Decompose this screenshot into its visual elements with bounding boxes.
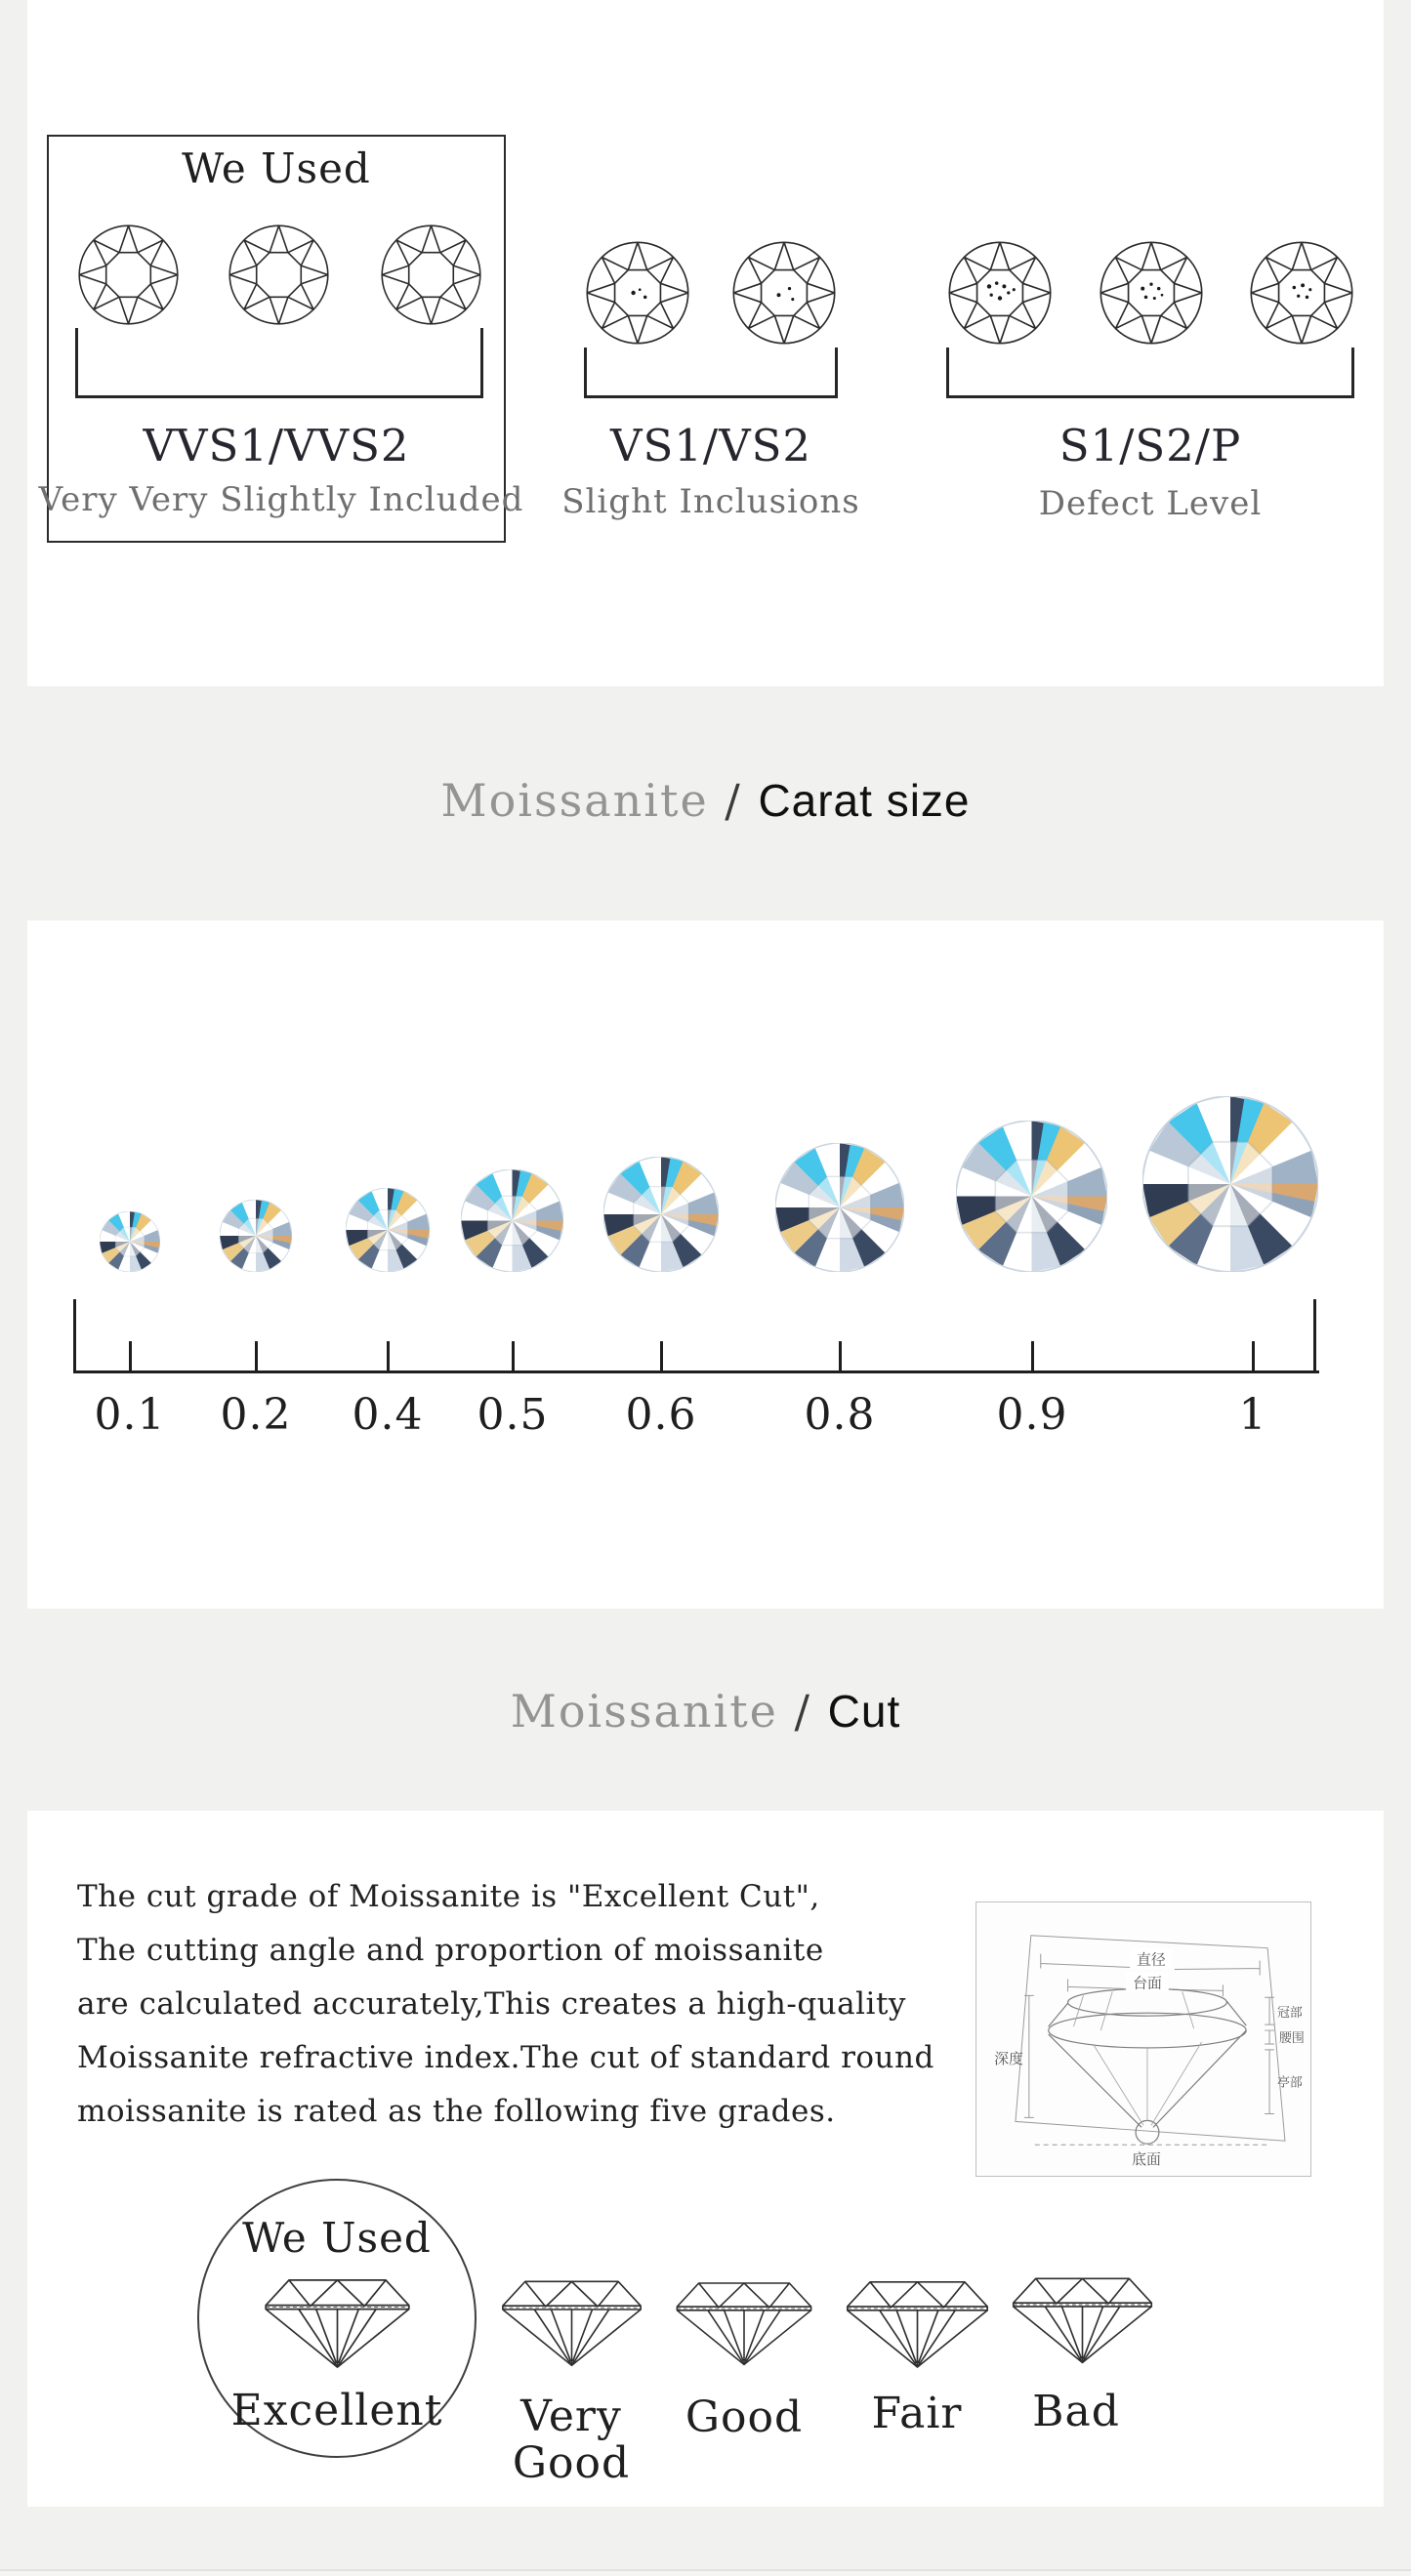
- cut-description-line: The cut grade of Moissanite is "Excellent Cut",: [77, 1879, 820, 1914]
- cut-we-used-label: We Used: [242, 2214, 432, 2262]
- clarity-grade-label: S1/S2/P: [1058, 420, 1242, 471]
- diagram-label-pavilion: 亭部: [1277, 2075, 1303, 2091]
- clarity-stone-icon: [946, 239, 1054, 347]
- title-gray-part: Moissanite: [510, 1685, 778, 1738]
- carat-value-label: 0.6: [625, 1390, 697, 1440]
- carat-value-label: 0.2: [220, 1390, 292, 1440]
- diagram-label-diameter: 直径: [1137, 1950, 1166, 1969]
- title-gray-part: Moissanite: [440, 774, 709, 827]
- cut-description-line: The cutting angle and proportion of moissanite: [77, 1933, 824, 1968]
- ruler-tick: [387, 1341, 390, 1370]
- title-dark-part: Cut: [827, 1686, 901, 1737]
- carat-section-title: [0, 776, 1411, 826]
- carat-stone-icon: [1142, 1096, 1318, 1272]
- diagram-label-girdle: 腰围: [1279, 2030, 1305, 2046]
- page-bottom-strip: [0, 2571, 1411, 2576]
- title-separator: /: [708, 774, 759, 827]
- cut-description: [77, 1870, 956, 2139]
- ruler-tick: [660, 1341, 663, 1370]
- cut-grade-label: Excellent: [230, 2386, 443, 2435]
- clarity-stone-icon: [1098, 239, 1205, 347]
- carat-ruler-left-end: [73, 1299, 76, 1373]
- cut-description-line: Moissanite refractive index.The cut of standard round: [77, 2040, 934, 2075]
- ruler-tick: [512, 1341, 515, 1370]
- carat-stone-icon: [461, 1169, 563, 1272]
- ruler-tick: [255, 1341, 258, 1370]
- diagram-label-table: 台面: [1133, 1974, 1162, 1992]
- clarity-stone-icon: [227, 223, 331, 327]
- cut-grade-label: Fair: [871, 2389, 963, 2438]
- diagram-label-crown: 冠部: [1277, 2006, 1303, 2022]
- clarity-bracket-vs: [584, 348, 838, 398]
- carat-stone-icon: [220, 1200, 292, 1272]
- carat-stone-icon: [346, 1188, 430, 1272]
- title-separator: /: [777, 1685, 828, 1738]
- clarity-grade-label: VVS1/VVS2: [143, 420, 410, 471]
- carat-value-label: 0.4: [352, 1390, 424, 1440]
- title-dark-part: Carat size: [758, 775, 971, 826]
- cut-grade-label: Very Good: [512, 2392, 631, 2489]
- carat-stone-icon: [775, 1143, 904, 1272]
- clarity-stone-icon: [730, 239, 838, 347]
- cut-section-title: [0, 1687, 1411, 1737]
- carat-value-label: 1: [1238, 1390, 1267, 1440]
- cut-grade-label: Bad: [1032, 2387, 1120, 2436]
- cut-description-line: are calculated accurately,This creates a high-quality: [77, 1986, 906, 2022]
- carat-ruler-right-end: [1313, 1299, 1316, 1373]
- cut-grade-stone-icon: [671, 2270, 817, 2370]
- carat-stone-icon: [956, 1121, 1107, 1272]
- diagram-label-culet: 底面: [1132, 2150, 1161, 2169]
- cut-grade-label: Good: [685, 2392, 804, 2442]
- cut-proportion-diagram: [975, 1901, 1311, 2177]
- carat-value-label: 0.8: [804, 1390, 876, 1440]
- carat-stone-icon: [603, 1157, 719, 1272]
- clarity-grade-label: VS1/VS2: [609, 420, 812, 471]
- clarity-stone-icon: [1248, 239, 1355, 347]
- ruler-tick: [1031, 1341, 1034, 1370]
- ruler-tick: [839, 1341, 842, 1370]
- clarity-bracket-vvs: [75, 328, 483, 398]
- cut-grade-stone-icon: [1008, 2260, 1157, 2374]
- ruler-tick: [129, 1341, 132, 1370]
- clarity-grade-sublabel: Very Very Slightly Included: [38, 480, 524, 519]
- clarity-stone-icon: [584, 239, 691, 347]
- ruler-tick: [1252, 1341, 1255, 1370]
- we-used-label: We Used: [182, 144, 371, 192]
- carat-value-label: 0.5: [477, 1390, 549, 1440]
- cut-grade-stone-icon: [842, 2267, 993, 2375]
- cut-grade-stone-icon: [495, 2269, 648, 2371]
- carat-value-label: 0.1: [94, 1390, 166, 1440]
- clarity-stone-icon: [76, 223, 181, 327]
- clarity-stone-icon: [379, 223, 483, 327]
- carat-value-label: 0.9: [996, 1390, 1068, 1440]
- clarity-bracket-s: [946, 348, 1354, 398]
- clarity-grade-sublabel: Defect Level: [1038, 484, 1263, 523]
- carat-stone-icon: [100, 1211, 160, 1272]
- clarity-grade-sublabel: Slight Inclusions: [561, 482, 860, 521]
- diagram-label-depth: 深度: [994, 2049, 1023, 2067]
- cut-description-line: moissanite is rated as the following five grades.: [77, 2094, 836, 2129]
- cut-grade-stone-icon: [258, 2267, 417, 2373]
- carat-ruler-baseline: [73, 1370, 1319, 1373]
